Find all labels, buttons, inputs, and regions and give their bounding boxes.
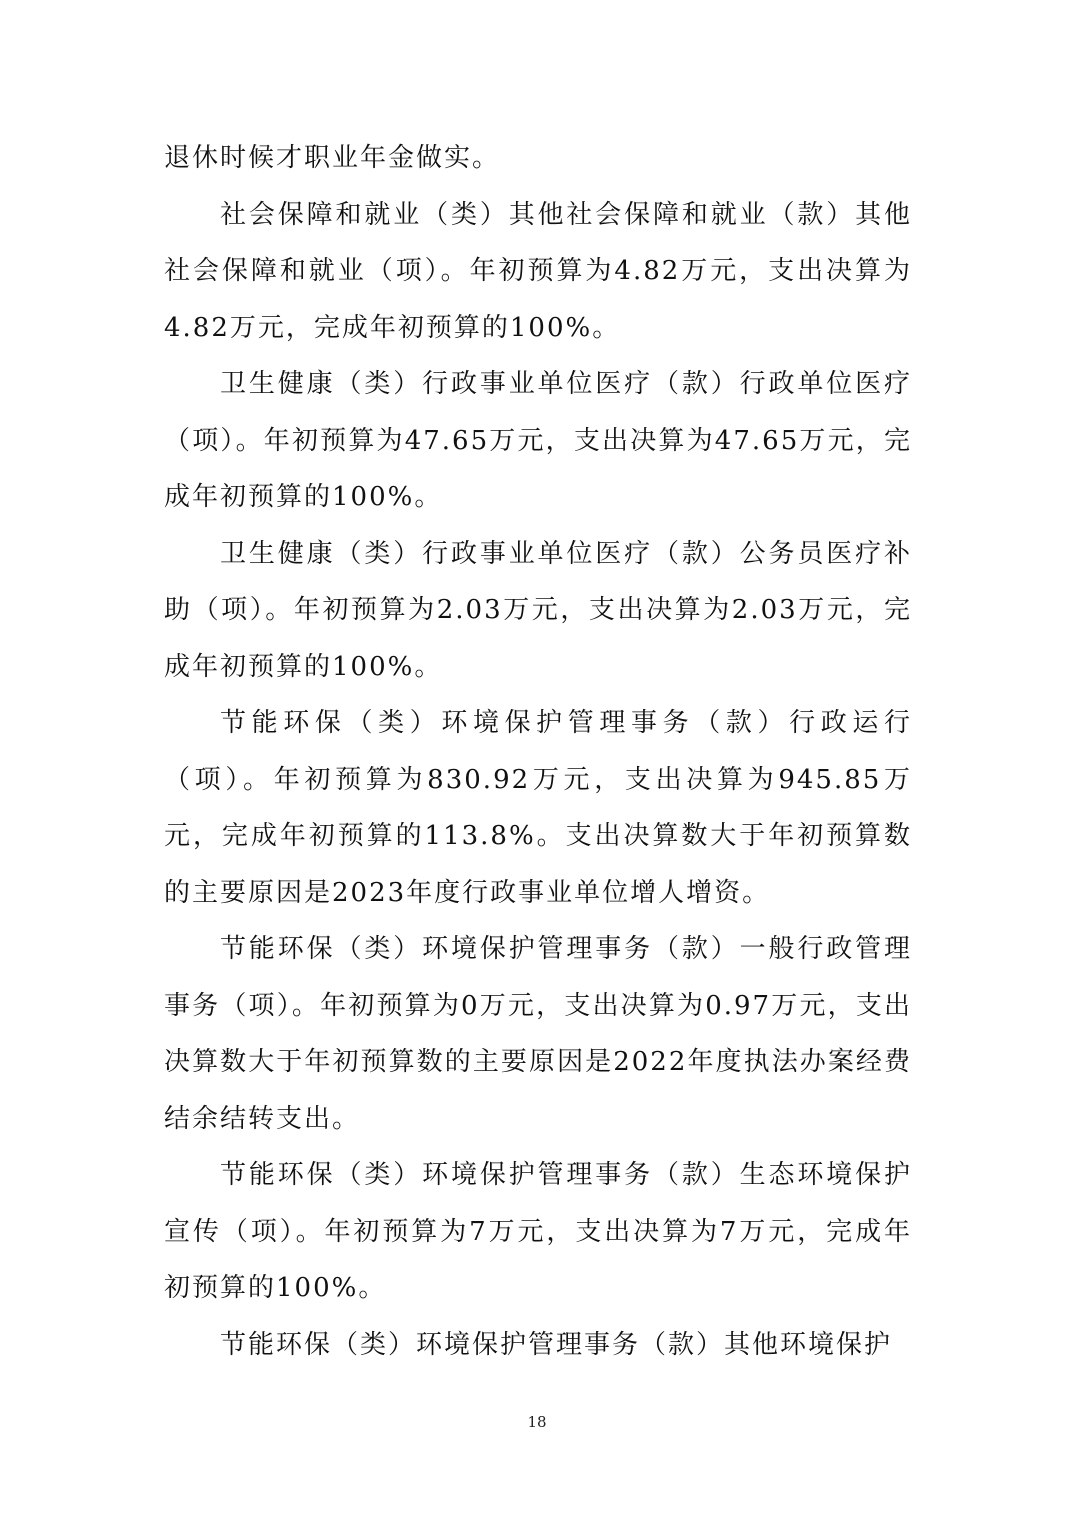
paragraph-admin-medical: 卫生健康（类）行政事业单位医疗（款）行政单位医疗（项）。年初预算为47.65万元，支出决算为47.65万元，完成年初预算的100%。 xyxy=(164,369,912,512)
paragraph-env-publicity: 节能环保（类）环境保护管理事务（款）生态环境保护宣传（项）。年初预算为7万元，支出决算为7万元，完成年初预算的100%。 xyxy=(164,1160,912,1303)
body-text xyxy=(164,130,912,1373)
paragraph-continuation: 退休时候才职业年金做实。 xyxy=(164,143,501,173)
page-number: 18 xyxy=(527,1413,547,1431)
paragraph-social-security: 社会保障和就业（类）其他社会保障和就业（款）其他社会保障和就业（项）。年初预算为4.82万元，支出决算为4.82万元，完成年初预算的100%。 xyxy=(164,199,912,343)
paragraph-env-general-affairs: 节能环保（类）环境保护管理事务（款）一般行政管理事务（项）。年初预算为0万元，支出决算为0.97万元，支出决算数大于年初预算数的主要原因是2022年度执法办案经费结余结转支出。 xyxy=(164,934,912,1134)
paragraph-env-admin-operation: 节能环保（类）环境保护管理事务（款）行政运行（项）。年初预算为830.92万元，支出决算为945.85万元，完成年初预算的113.8%。支出决算数大于年初预算数的主要原因是2023年度行政事业单位增人增资。 xyxy=(164,708,912,908)
paragraph-civil-servant-medical: 卫生健康（类）行政事业单位医疗（款）公务员医疗补助（项）。年初预算为2.03万元，支出决算为2.03万元，完成年初预算的100%。 xyxy=(164,538,912,682)
paragraph-env-other: 节能环保（类）环境保护管理事务（款）其他环境保护 xyxy=(220,1329,893,1360)
